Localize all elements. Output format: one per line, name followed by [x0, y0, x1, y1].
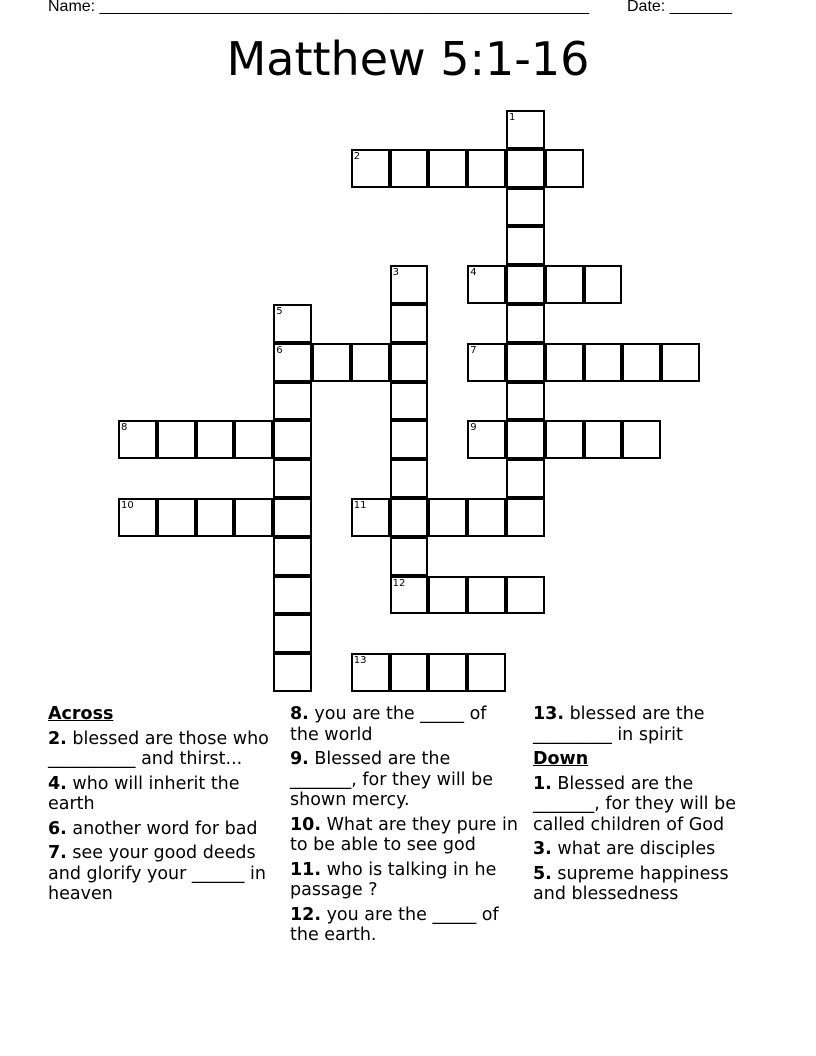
clue-number-label: 10	[121, 500, 134, 511]
clue-text: blessed are those who __________ and thirst...	[48, 728, 269, 769]
clue-number: 9.	[290, 749, 309, 769]
grid-cell[interactable]	[234, 498, 273, 537]
grid-cell[interactable]	[390, 653, 429, 692]
grid-cell[interactable]	[390, 420, 429, 459]
clue-number-label: 11	[353, 500, 367, 511]
grid-cell[interactable]	[234, 420, 273, 459]
grid-cell[interactable]	[506, 188, 545, 227]
grid-cell[interactable]	[390, 459, 429, 498]
clue-down-5	[533, 864, 758, 905]
grid-cell[interactable]	[506, 459, 545, 498]
clue-number: 3.	[533, 839, 552, 859]
clue-number-label: 13	[353, 655, 367, 667]
grid-cell[interactable]	[273, 420, 312, 459]
grid-cell[interactable]	[390, 304, 429, 343]
grid-cell[interactable]	[428, 498, 467, 537]
clue-number: 6.	[48, 818, 67, 839]
clue-text: who will inherit the earth	[48, 773, 240, 814]
grid-cell[interactable]	[467, 420, 506, 459]
grid-cell[interactable]	[506, 265, 545, 304]
grid-cell[interactable]	[273, 614, 312, 653]
grid-cell[interactable]	[467, 576, 506, 615]
grid-cell[interactable]	[273, 382, 312, 421]
grid-cell[interactable]	[196, 420, 235, 459]
grid-cell[interactable]	[661, 343, 700, 382]
clue-number-label: 5	[276, 306, 283, 317]
grid-cell[interactable]	[390, 149, 429, 188]
grid-cell[interactable]	[545, 343, 584, 382]
clue-number-label: 1	[509, 112, 516, 123]
clue-down-1	[533, 774, 758, 836]
page-title: Matthew 5:1-16	[226, 32, 590, 86]
grid-cell[interactable]	[467, 149, 506, 188]
grid-cell[interactable]	[351, 498, 390, 537]
grid-cell[interactable]	[467, 265, 506, 304]
clue-number-label: 12	[392, 577, 406, 589]
clue-text: what are disciples	[551, 839, 716, 859]
clue-number: 7.	[48, 843, 67, 863]
grid-cell[interactable]	[118, 498, 157, 537]
clue-across-11	[290, 860, 518, 901]
grid-cell[interactable]	[506, 226, 545, 265]
grid-cell[interactable]	[506, 149, 545, 188]
clue-across-13	[533, 704, 758, 745]
grid-cell[interactable]	[273, 653, 312, 692]
grid-cell[interactable]	[506, 498, 545, 537]
clue-number: 11.	[290, 859, 322, 880]
grid-cell[interactable]	[390, 537, 429, 576]
grid-cell[interactable]	[390, 343, 429, 382]
grid-cell[interactable]	[273, 498, 312, 537]
clue-number: 8.	[290, 704, 309, 724]
grid-cell[interactable]	[196, 498, 235, 537]
clue-text: Blessed are the _______, for they will be shown mercy.	[290, 749, 493, 810]
across-heading: Across	[48, 704, 114, 724]
clue-number-label: 4	[470, 267, 477, 279]
grid-cell[interactable]	[506, 382, 545, 421]
grid-cell[interactable]	[390, 265, 429, 304]
clue-number-label: 6	[276, 344, 283, 356]
grid-cell[interactable]	[506, 343, 545, 382]
grid-cell[interactable]	[312, 343, 351, 382]
clue-number: 2.	[48, 728, 67, 749]
clue-text: Blessed are the _______, for they will be called children of God	[533, 773, 736, 835]
grid-cell[interactable]	[390, 576, 429, 615]
grid-cell[interactable]	[506, 576, 545, 615]
clue-text: blessed are the _________ in spirit	[533, 704, 705, 745]
clue-number: 13.	[533, 704, 565, 724]
clue-across-2	[48, 729, 274, 770]
grid-cell[interactable]	[390, 382, 429, 421]
grid-cell[interactable]	[584, 265, 623, 304]
clue-text: who is talking in he passage ?	[290, 859, 497, 900]
clue-across-6	[48, 819, 274, 840]
clue-across-10	[290, 815, 518, 856]
grid-cell[interactable]	[467, 498, 506, 537]
clue-across-12	[290, 905, 518, 946]
clue-across-4	[48, 774, 274, 815]
grid-cell[interactable]	[273, 304, 312, 343]
date-field-label: Date: _______	[627, 0, 732, 15]
grid-cell[interactable]	[545, 265, 584, 304]
clue-number-label: 3	[392, 267, 399, 279]
grid-cell[interactable]	[273, 459, 312, 498]
grid-cell[interactable]	[622, 343, 661, 382]
clue-number: 5.	[533, 863, 552, 884]
grid-cell[interactable]	[273, 343, 312, 382]
clues-column-3	[533, 702, 758, 909]
grid-cell[interactable]	[390, 498, 429, 537]
clue-number: 4.	[48, 773, 67, 794]
grid-cell[interactable]	[428, 576, 467, 615]
down-heading: Down	[533, 749, 589, 769]
clue-text: What are they pure in to be able to see god	[290, 814, 518, 855]
grid-cell[interactable]	[118, 420, 157, 459]
clue-text: supreme happiness and blessedness	[533, 863, 729, 904]
clue-text: you are the _____ of the earth.	[290, 904, 499, 945]
grid-cell[interactable]	[157, 420, 196, 459]
grid-cell[interactable]	[467, 343, 506, 382]
grid-cell[interactable]	[273, 576, 312, 615]
clue-across-9	[290, 749, 518, 811]
clue-number: 10.	[290, 814, 322, 835]
grid-cell[interactable]	[428, 149, 467, 188]
clue-down-3	[533, 839, 758, 860]
grid-cell[interactable]	[467, 653, 506, 692]
clue-number-label: 7	[470, 344, 477, 356]
clue-number: 1.	[533, 773, 552, 794]
grid-cell[interactable]	[545, 420, 584, 459]
clue-across-7	[48, 843, 274, 905]
grid-cell[interactable]	[545, 149, 584, 188]
grid-cell[interactable]	[273, 537, 312, 576]
clue-text: you are the _____ of the world	[290, 704, 487, 745]
grid-cell[interactable]	[584, 343, 623, 382]
clue-across-8	[290, 704, 518, 745]
clue-number-label: 2	[353, 150, 361, 162]
clue-text: another word for bad	[66, 818, 258, 839]
clues-column-1	[48, 702, 274, 909]
grid-cell[interactable]	[351, 653, 390, 692]
clue-number-label: 9	[470, 422, 477, 434]
clue-number-label: 8	[121, 422, 128, 434]
grid-cell[interactable]	[351, 343, 390, 382]
clue-text: see your good deeds and glorify your ______ in heaven	[48, 843, 266, 904]
grid-cell[interactable]	[622, 420, 661, 459]
grid-cell[interactable]	[506, 110, 545, 149]
grid-cell[interactable]	[584, 420, 623, 459]
grid-cell[interactable]	[506, 420, 545, 459]
grid-cell[interactable]	[428, 653, 467, 692]
name-field-label: Name: _______________________________________________________	[48, 0, 589, 15]
grid-cell[interactable]	[351, 149, 390, 188]
clue-number: 12.	[290, 904, 322, 925]
clues-column-2	[290, 702, 518, 950]
grid-cell[interactable]	[506, 304, 545, 343]
grid-cell[interactable]	[157, 498, 196, 537]
